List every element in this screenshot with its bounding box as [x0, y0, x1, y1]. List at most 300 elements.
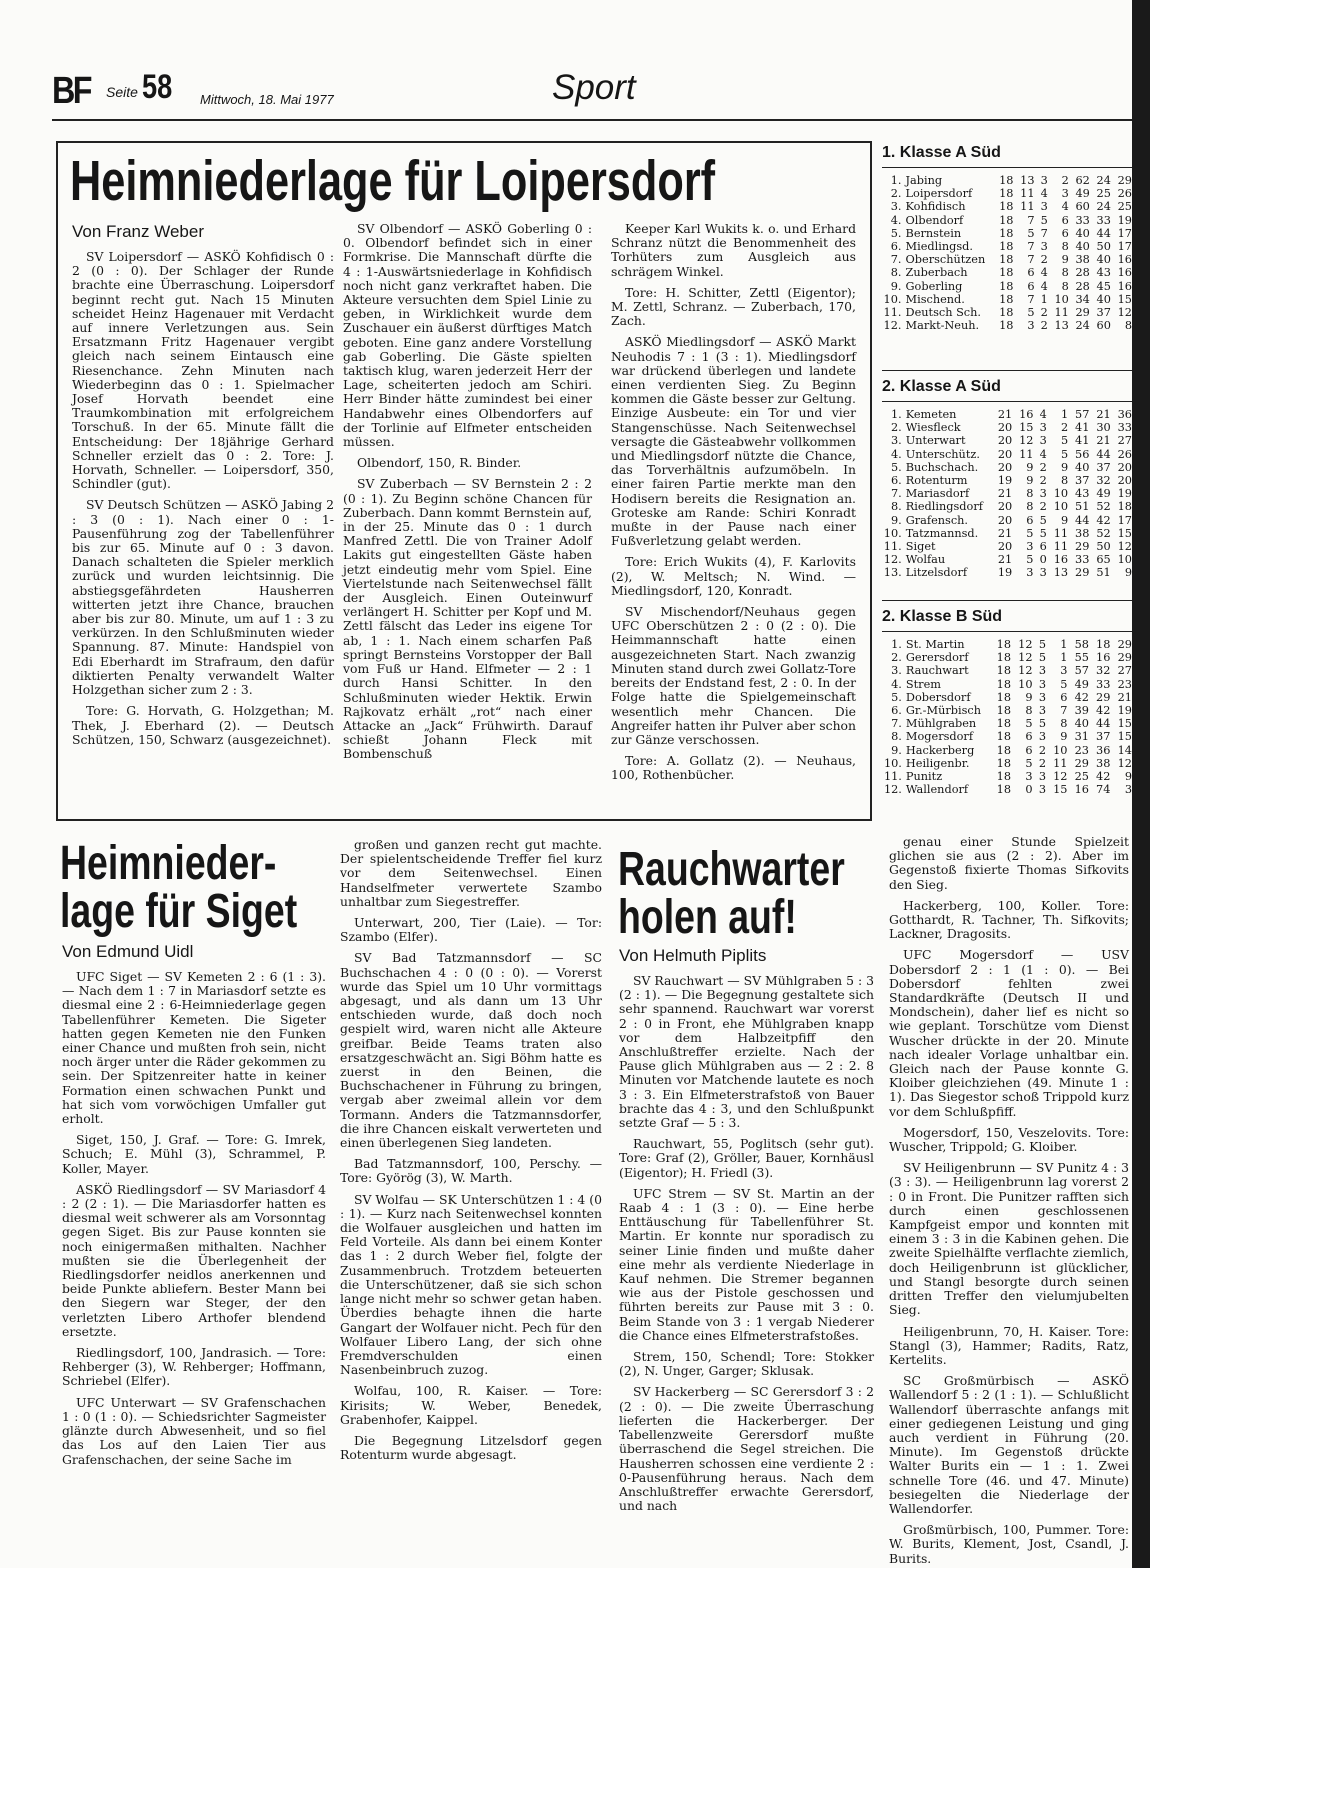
paragraph: SV Heiligenbrunn — SV Punitz 4 : 3 (3 : 3). — Heiligenbrunn lag vorerst 2 : 0 in Front. Die Punitzer rafften sich durch einen geschlossenen Kampfgeist empor und konnten mit einem 3 : 3 in die Kabinen gehen. Die zweite Spielhälfte verflachte ziemlich, doch Heiligenbrunn ist glücklicher, und Stangl besorgte durch seinen dritten Treffer den vielumjubelten Sieg.: [889, 1160, 1129, 1318]
team-cell: Goberling: [905, 279, 963, 293]
stat-cell: 5: [1027, 306, 1035, 320]
stat-cell: 1: [1060, 638, 1068, 651]
stat-cell: 3: [1039, 566, 1047, 580]
table-row: [882, 448, 1132, 461]
stat-cell: 11: [1054, 306, 1069, 320]
stat-cell: 4: [1061, 200, 1069, 214]
stat-cell: 2: [1039, 474, 1047, 488]
stat-cell: 25: [1074, 770, 1089, 784]
stat-cell: 17: [1117, 240, 1132, 254]
stat-cell: 20: [997, 434, 1013, 448]
stat-cell: 8: [1025, 704, 1033, 718]
stat-cell: 32: [1096, 474, 1111, 488]
rank-cell: 3.: [890, 434, 902, 448]
stat-cell: 16: [1019, 408, 1034, 421]
paragraph: Tore: A. Gollatz (2). — Neuhaus, 100, Rothenbücher.: [611, 753, 856, 783]
table-title: 1. Klasse A Süd: [882, 143, 1132, 168]
stat-cell: 14: [1117, 743, 1132, 757]
stat-cell: 41: [1075, 421, 1090, 435]
stat-cell: 42: [1096, 704, 1111, 718]
paragraph: SV Wolfau — SK Unterschützen 1 : 4 (0 : 1). — Kurz nach Seitenwechsel konnten die Wolfauer ausgleichen und hatten im Feld Vorteile. Als dann bei einem Konter das 1 : 2 durch Weber fiel, folgte der Zusammenbruch. Trotzdem beteuerten die Unterschützener, daß sie sich schon lange nicht mehr so schwer getan haben. Überdies behagte ihnen die harte Gangart der Wolfauer nicht. Pech für den Wolfauer Libero Lang, der sich ohne Fremdverschulden einen Nasenbeinbruch zuzog.: [340, 1191, 602, 1378]
paragraph: Keeper Karl Wukits k. o. und Erhard Schranz nützt die Benommenheit des Torhüters zum Ausgleich aus schrägem Winkel.: [611, 221, 856, 279]
section-title: Sport: [552, 68, 636, 107]
stat-cell: 3: [1039, 421, 1047, 435]
stat-cell: 21: [997, 408, 1013, 421]
stat-cell: 37: [1096, 306, 1111, 320]
stat-cell: 3: [1038, 704, 1047, 718]
article-column: [62, 970, 326, 1474]
article-byline: Von Franz Weber: [72, 222, 204, 241]
article-column: [889, 835, 1129, 1568]
stat-cell: 21: [997, 526, 1013, 540]
stat-cell: 15: [1053, 783, 1068, 797]
team-cell: Mischend.: [905, 292, 965, 306]
stat-cell: 4: [1040, 266, 1048, 280]
stat-cell: 1: [1060, 408, 1069, 421]
table-row: [882, 174, 1132, 187]
team-cell: Buchschach.: [905, 460, 979, 474]
table-row: [882, 306, 1132, 319]
stat-cell: 3: [1026, 540, 1034, 554]
stat-cell: 8: [1124, 319, 1132, 333]
stat-cell: 11: [1053, 756, 1068, 770]
stat-cell: 24: [1075, 319, 1090, 333]
stat-cell: 18: [999, 306, 1014, 320]
article-byline: Von Helmuth Piplits: [619, 946, 767, 965]
team-cell: Dobersdorf: [905, 690, 971, 704]
team-cell: Gr.-Mürbisch: [905, 704, 981, 718]
stat-cell: 18: [1117, 500, 1132, 514]
stat-cell: 38: [1075, 253, 1090, 267]
stat-cell: 19: [1117, 213, 1132, 227]
table-row: [882, 553, 1132, 566]
stat-cell: 1: [1060, 651, 1068, 665]
team-cell: Kemeten: [905, 408, 957, 421]
stat-cell: 21: [997, 553, 1013, 567]
stat-cell: 6: [1025, 743, 1033, 757]
table-row: [882, 280, 1132, 293]
stat-cell: 2: [1038, 756, 1047, 770]
table-row: [882, 638, 1132, 651]
standings-table: [882, 638, 1132, 796]
stat-cell: 10: [1053, 500, 1069, 514]
rank-cell: 7.: [890, 253, 902, 267]
team-cell: Jabing: [905, 174, 943, 187]
table-row: [882, 691, 1132, 704]
stat-cell: 20: [1117, 474, 1132, 488]
paragraph: ASKÖ Riedlingsdorf — SV Mariasdorf 4 : 2 (2 : 1). — Die Mariasdorfer hatten es diesmal weit schwerer als am Vorsonntag gegen Siget. Bis zur Pause konnten sie noch einigermaßen mithalten. Nachher mußten sie die Überlegenheit der Riedlingsdorfer neidlos anerkennen und beide Punkte abliefern. Bester Mann bei den Siegern war Steger, der den verletzten Libero Arthofer blendend ersetzte.: [62, 1181, 326, 1339]
table-row: [882, 566, 1132, 579]
stat-cell: 25: [1117, 200, 1132, 214]
rank-cell: 1.: [890, 408, 902, 421]
stat-cell: 15: [1117, 717, 1132, 731]
stat-cell: 15: [1117, 730, 1132, 744]
stat-cell: 18: [996, 730, 1012, 744]
stat-cell: 26: [1117, 447, 1132, 461]
article-column: [343, 222, 592, 769]
stat-cell: 37: [1075, 474, 1090, 488]
stat-cell: 6: [1027, 279, 1035, 293]
table-row: [882, 240, 1132, 253]
stat-cell: 3: [1026, 566, 1034, 580]
rank-cell: 2.: [890, 187, 902, 201]
stat-cell: 31: [1074, 730, 1089, 744]
stat-cell: 8: [1060, 717, 1068, 731]
stat-cell: 3: [1038, 770, 1047, 784]
stat-cell: 34: [1075, 292, 1090, 306]
stat-cell: 8: [1026, 500, 1034, 514]
standings-table: [882, 408, 1132, 580]
stat-cell: 52: [1096, 500, 1111, 514]
rank-cell: 6.: [891, 704, 902, 718]
stat-cell: 18: [996, 677, 1012, 691]
stat-cell: 55: [1074, 651, 1089, 665]
paragraph: UFC Siget — SV Kemeten 2 : 6 (1 : 3). — Nach dem 1 : 7 in Mariasdorf setzte es diesmal eine 2 : 6-Heimniederlage gegen Tabellenführer Kemeten. Die Sigeter hatten gegen Kemeten nie den Funken einer Chance und mußten froh sein, nicht noch ärger unter die Räder gekommen zu sein. Der Spitzenreiter hatte in keiner Formation einen schwachen Punkt und hat sich vom vorwöchigen Umfaller gut erholt.: [62, 969, 326, 1127]
stat-cell: 16: [1117, 266, 1132, 280]
stat-cell: 18: [999, 253, 1014, 267]
stat-cell: 16: [1117, 279, 1132, 293]
stat-cell: 21: [1096, 408, 1111, 421]
team-cell: Olbendorf: [905, 213, 964, 227]
paragraph: SV Loipersdorf — ASKÖ Kohfidisch 0 : 2 (0 : 0). Der Schlager der Runde brachte eine Überraschung. Loipersdorf beginnt recht gut. Nach 15 Minuten scheidet Heinz Hagenauer mit Verdacht auf innere Verletzungen aus. Sein Ersatzmann Fritz Hagenauer vergibt gleich nach seinem Eintausch eine Riesenchance. Zehn Minuten nach Wiederbeginn das 0 : 1. Spielmacher Josef Horvath beendet eine Traumkombination mit erfolgreichem Torschuß. In der 65. Minute fällt die Entscheidung: Der 18jährige Gerhard Schneller erzielt das 0 : 2. Tore: J. Horvath, Schneller. — Loipersdorf, 350, Schindler (gut).: [72, 249, 334, 492]
stat-cell: 19: [1117, 487, 1132, 501]
stat-cell: 39: [1074, 704, 1089, 718]
table-row: [882, 474, 1132, 487]
table-row: [882, 408, 1132, 421]
stat-cell: 9: [1061, 253, 1069, 267]
stat-cell: 19: [1117, 704, 1132, 718]
team-cell: Oberschützen: [905, 253, 986, 267]
team-cell: Heiligenbr.: [905, 756, 970, 770]
stat-cell: 27: [1117, 434, 1132, 448]
rank-cell: 4.: [890, 447, 902, 461]
stat-cell: 18: [996, 743, 1012, 757]
stat-cell: 10: [1018, 677, 1033, 691]
stat-cell: 37: [1096, 730, 1111, 744]
stat-cell: 27: [1117, 664, 1132, 678]
stat-cell: 50: [1096, 240, 1111, 254]
stat-cell: 5: [1060, 677, 1068, 691]
stat-cell: 4: [1040, 279, 1048, 293]
stat-cell: 3: [1027, 319, 1035, 333]
table-row: [882, 500, 1132, 513]
team-cell: Wallendorf: [905, 783, 969, 797]
divider: [882, 370, 1132, 371]
team-cell: Strem: [905, 677, 941, 691]
stat-cell: 3: [1124, 783, 1132, 797]
team-cell: Wolfau: [905, 553, 946, 567]
rank-cell: 1.: [890, 174, 902, 187]
stat-cell: 20: [997, 447, 1013, 461]
stat-cell: 15: [1019, 421, 1034, 435]
paragraph: Tore: H. Schitter, Zettl (Eigentor); M. Zettl, Schranz. — Zuberbach, 170, Zach.: [611, 284, 856, 329]
stat-cell: 62: [1075, 174, 1090, 187]
stat-cell: 7: [1027, 253, 1035, 267]
team-cell: Markt-Neuh.: [905, 319, 980, 333]
stat-cell: 5: [1060, 434, 1069, 448]
paragraph: ASKÖ Miedlingsdorf — ASKÖ Markt Neuhodis 7 : 1 (3 : 1). Miedlingsdorf war drückend überlegen und landete einen verdienten Sieg. Zu Beginn kommen die Gäste besser zur Geltung. Einzige Ausbeute: ein Tor und vier Stangenschüsse. Nach Seitenwechsel versagte die Gästeabwehr vollkommen und Miedlingsdorf nützte die Chance, das Torverhältnis aufzumöbeln. In einer fairen Partie merkte man den Hodisern bereits die Resignation an. Groteske am Rande: Schiri Konradt mußte in der Pause nach einer Fußverletzung gelabt werden.: [611, 334, 856, 549]
team-cell: Gerersdorf: [905, 651, 969, 665]
table-row: [882, 421, 1132, 434]
article-column: [619, 974, 874, 1520]
rank-cell: 11.: [883, 540, 902, 554]
stat-cell: 3: [1025, 770, 1033, 784]
standings-1-klasse-a-sued: [882, 143, 1132, 332]
table-row: [882, 461, 1132, 474]
stat-cell: 2: [1061, 174, 1069, 187]
stat-cell: 40: [1075, 240, 1090, 254]
stat-cell: 6: [1061, 226, 1069, 240]
stat-cell: 18: [999, 292, 1014, 306]
article-headline: Rauchwarter: [618, 843, 845, 896]
stat-cell: 29: [1075, 540, 1090, 554]
stat-cell: 18: [996, 690, 1012, 704]
stat-cell: 44: [1075, 513, 1090, 527]
stat-cell: 18: [996, 704, 1012, 718]
stat-cell: 29: [1117, 651, 1132, 665]
stat-cell: 9: [1060, 460, 1069, 474]
stat-cell: 74: [1096, 783, 1111, 797]
rank-cell: 4.: [890, 213, 902, 227]
stat-cell: 18: [999, 240, 1014, 254]
stat-cell: 6: [1026, 513, 1034, 527]
stat-cell: 11: [1019, 447, 1034, 461]
stat-cell: 51: [1096, 566, 1111, 580]
table-row: [882, 434, 1132, 447]
team-cell: Unterwart: [905, 434, 966, 448]
stat-cell: 6: [1060, 690, 1068, 704]
stat-cell: 18: [999, 279, 1014, 293]
table-row: [882, 266, 1132, 279]
team-cell: Rauchwart: [905, 664, 969, 678]
paragraph: UFC Strem — SV St. Martin an der Raab 4 : 1 (3 : 0). — Eine herbe Enttäuschung für Tabellenführer St. Martin. Er konnte nur sporadisch zu seiner Linie finden und mußte daher eine mehr als verdiente Niederlage in Kauf nehmen. Die Stremer begannen wie aus der Pistole geschossen und führten bereits zur Pause mit 3 : 0. Beim Stande von 3 : 1 vergab Niederer die Chance eines Elfmeterstrafstoßes.: [619, 1185, 874, 1343]
stat-cell: 41: [1075, 434, 1090, 448]
stat-cell: 60: [1096, 319, 1111, 333]
rank-cell: 10.: [883, 526, 902, 540]
stat-cell: 5: [1038, 717, 1047, 731]
rank-cell: 10.: [883, 292, 902, 306]
stat-cell: 2: [1060, 421, 1069, 435]
rank-cell: 13.: [883, 566, 902, 580]
rank-cell: 5.: [890, 226, 902, 240]
rank-cell: 1.: [891, 638, 902, 651]
stat-cell: 24: [1096, 174, 1111, 187]
table-row: [882, 651, 1132, 664]
stat-cell: 6: [1027, 266, 1035, 280]
team-cell: Tatzmannsd.: [905, 526, 979, 540]
stat-cell: 60: [1075, 200, 1090, 214]
stat-cell: 9: [1025, 690, 1033, 704]
paragraph: genau einer Stunde Spielzeit glichen sie aus (2 : 2). Aber im Gegenstoß fixierte Thomas Sifkovits den Sieg.: [889, 834, 1129, 892]
stat-cell: 8: [1026, 487, 1034, 501]
stat-cell: 26: [1117, 187, 1132, 201]
stat-cell: 43: [1096, 266, 1111, 280]
stat-cell: 7: [1027, 240, 1035, 254]
stat-cell: 44: [1096, 226, 1111, 240]
stat-cell: 2: [1039, 500, 1047, 514]
stat-cell: 33: [1075, 553, 1090, 567]
stat-cell: 65: [1096, 553, 1111, 567]
article-byline: Von Edmund Uidl: [62, 942, 194, 961]
team-cell: Miedlingsd.: [905, 240, 973, 254]
stat-cell: 9: [1026, 474, 1034, 488]
stat-cell: 8: [1060, 474, 1069, 488]
stat-cell: 36: [1117, 408, 1132, 421]
table-row: [882, 227, 1132, 240]
stat-cell: 7: [1027, 213, 1035, 227]
table-row: [882, 717, 1132, 730]
stat-cell: 20: [997, 513, 1013, 527]
stat-cell: 40: [1074, 717, 1089, 731]
stat-cell: 15: [1117, 526, 1132, 540]
stat-cell: 2: [1040, 253, 1048, 267]
stat-cell: 3: [1039, 434, 1047, 448]
table-row: [882, 214, 1132, 227]
stat-cell: 11: [1020, 200, 1035, 214]
page-header: [52, 66, 1132, 120]
stat-cell: 4: [1040, 187, 1048, 201]
paragraph: SV Hackerberg — SC Gerersdorf 3 : 2 (2 : 0). — Die zweite Überraschung lieferten die Hackerberger. Der Tabellenzweite Gerersdorf mußte überraschend die Segel streichen. Die Hausherren schossen eine verdiente 2 : 0-Pausenführung heraus. Nach dem Anschlußtreffer erwachte Gerersdorf, und nach: [619, 1384, 874, 1514]
paragraph: Die Begegnung Litzelsdorf gegen Rotenturm wurde abgesagt.: [340, 1432, 602, 1463]
stat-cell: 18: [999, 226, 1014, 240]
paragraph: Tore: G. Horvath, G. Holzgethan; M. Thek, J. Eberhard (2). — Deutsch Schützen, 150, Schwarz (ausgezeichnet).: [72, 703, 334, 747]
stat-cell: 30: [1096, 421, 1111, 435]
team-cell: Zuberbach: [905, 266, 968, 280]
paragraph: Unterwart, 200, Tier (Laie). — Tor: Szambo (Elfer).: [340, 915, 602, 945]
table-row: [882, 664, 1132, 677]
stat-cell: 50: [1096, 540, 1111, 554]
issue-date: Mittwoch, 18. Mai 1977: [200, 92, 334, 107]
stat-cell: 36: [1096, 743, 1111, 757]
stat-cell: 40: [1075, 226, 1090, 240]
stat-cell: 5: [1025, 756, 1033, 770]
stat-cell: 23: [1117, 677, 1132, 691]
table-row: [882, 253, 1132, 266]
stat-cell: 9: [1026, 460, 1034, 474]
table-row: [882, 730, 1132, 743]
stat-cell: 56: [1075, 447, 1090, 461]
stat-cell: 44: [1096, 447, 1111, 461]
stat-cell: 11: [1053, 540, 1069, 554]
stat-cell: 18: [996, 664, 1012, 678]
table-row: [882, 678, 1132, 691]
paragraph: Wolfau, 100, R. Kaiser. — Tore: Kirisits; W. Weber, Benedek, Grabenhofer, Kaippel.: [340, 1383, 602, 1427]
stat-cell: 40: [1096, 292, 1111, 306]
rank-cell: 7.: [890, 487, 902, 501]
paragraph: Hackerberg, 100, Koller. Tore: Gotthardt, R. Tachner, Th. Sifkovits; Lackner, Dragosits.: [889, 897, 1129, 942]
stat-cell: 3: [1038, 664, 1047, 678]
stat-cell: 25: [1096, 187, 1111, 201]
stat-cell: 18: [996, 756, 1012, 770]
paragraph: Tore: Erich Wukits (4), F. Karlovits (2), W. Meltsch; N. Wind. — Miedlingsdorf, 120, Konradt.: [611, 554, 856, 598]
rank-cell: 12.: [883, 553, 902, 567]
divider: [882, 600, 1132, 601]
rank-cell: 12.: [883, 319, 902, 333]
stat-cell: 29: [1117, 174, 1132, 187]
paragraph: Siget, 150, J. Graf. — Tore: G. Imrek, Schuch; E. Mühl (3), Schrammel, P. Koller, Mayer.: [62, 1132, 326, 1176]
article-headline: lage für Siget: [60, 885, 298, 938]
rank-cell: 2.: [890, 421, 902, 435]
stat-cell: 13: [1054, 319, 1069, 333]
team-cell: Deutsch Sch.: [905, 306, 981, 320]
standings-table: [882, 174, 1132, 332]
paragraph: Heiligenbrunn, 70, H. Kaiser. Tore: Stangl (3), Hammer; Radits, Ratz, Kertelits.: [889, 1323, 1129, 1367]
stat-cell: 19: [997, 474, 1013, 488]
stat-cell: 5: [1038, 651, 1047, 665]
stat-cell: 4: [1039, 408, 1047, 421]
stat-cell: 20: [997, 500, 1013, 514]
stat-cell: 37: [1096, 460, 1111, 474]
team-cell: Siget: [905, 540, 936, 554]
stat-cell: 10: [1053, 487, 1069, 501]
stat-cell: 7: [1027, 292, 1035, 306]
stat-cell: 57: [1075, 408, 1090, 421]
header-rule: [52, 119, 1132, 121]
article-headline: Heimniederlage für Loipersdorf: [70, 149, 716, 213]
stat-cell: 8: [1061, 240, 1069, 254]
article-headline: holen auf!: [618, 891, 797, 944]
stat-cell: 18: [996, 638, 1012, 651]
stat-cell: 3: [1060, 664, 1068, 678]
stat-cell: 7: [1040, 226, 1048, 240]
stat-cell: 20: [1117, 460, 1132, 474]
stat-cell: 12: [1018, 638, 1033, 651]
stat-cell: 51: [1075, 500, 1090, 514]
stat-cell: 42: [1096, 513, 1111, 527]
rank-cell: 12.: [883, 783, 902, 797]
stat-cell: 9: [1124, 770, 1132, 784]
stat-cell: 5: [1027, 226, 1035, 240]
table-row: [882, 704, 1132, 717]
table-row: [882, 487, 1132, 500]
stat-cell: 5: [1040, 213, 1048, 227]
stat-cell: 18: [999, 200, 1014, 214]
stat-cell: 3: [1038, 783, 1047, 797]
stat-cell: 16: [1053, 553, 1069, 567]
team-cell: Hackerberg: [905, 743, 975, 757]
stat-cell: 15: [1117, 292, 1132, 306]
stat-cell: 16: [1096, 651, 1111, 665]
team-cell: Wiesfleck: [905, 421, 961, 435]
stat-cell: 29: [1117, 638, 1132, 651]
stat-cell: 12: [1018, 651, 1033, 665]
stat-cell: 58: [1074, 638, 1089, 651]
stat-cell: 3: [1039, 487, 1047, 501]
stat-cell: 38: [1075, 526, 1090, 540]
rank-cell: 10.: [883, 756, 902, 770]
page-label: Seite: [106, 84, 138, 100]
team-cell: Grafensch.: [905, 513, 969, 527]
rank-cell: 3.: [891, 664, 902, 678]
page-number: 58: [142, 68, 173, 106]
stat-cell: 28: [1075, 266, 1090, 280]
table-title: 2. Klasse A Süd: [882, 377, 1132, 402]
stat-cell: 9: [1060, 513, 1069, 527]
stat-cell: 29: [1075, 306, 1090, 320]
stat-cell: 18: [996, 770, 1012, 784]
rank-cell: 9.: [890, 513, 902, 527]
rank-cell: 5.: [891, 690, 902, 704]
article-column: [72, 250, 334, 754]
stat-cell: 10: [1054, 292, 1069, 306]
rank-cell: 9.: [891, 743, 902, 757]
team-cell: Mogersdorf: [905, 730, 974, 744]
stat-cell: 21: [1096, 434, 1111, 448]
table-row: [882, 319, 1132, 332]
table-title: 2. Klasse B Süd: [882, 607, 1132, 632]
stat-cell: 29: [1075, 566, 1090, 580]
stat-cell: 57: [1074, 664, 1089, 678]
